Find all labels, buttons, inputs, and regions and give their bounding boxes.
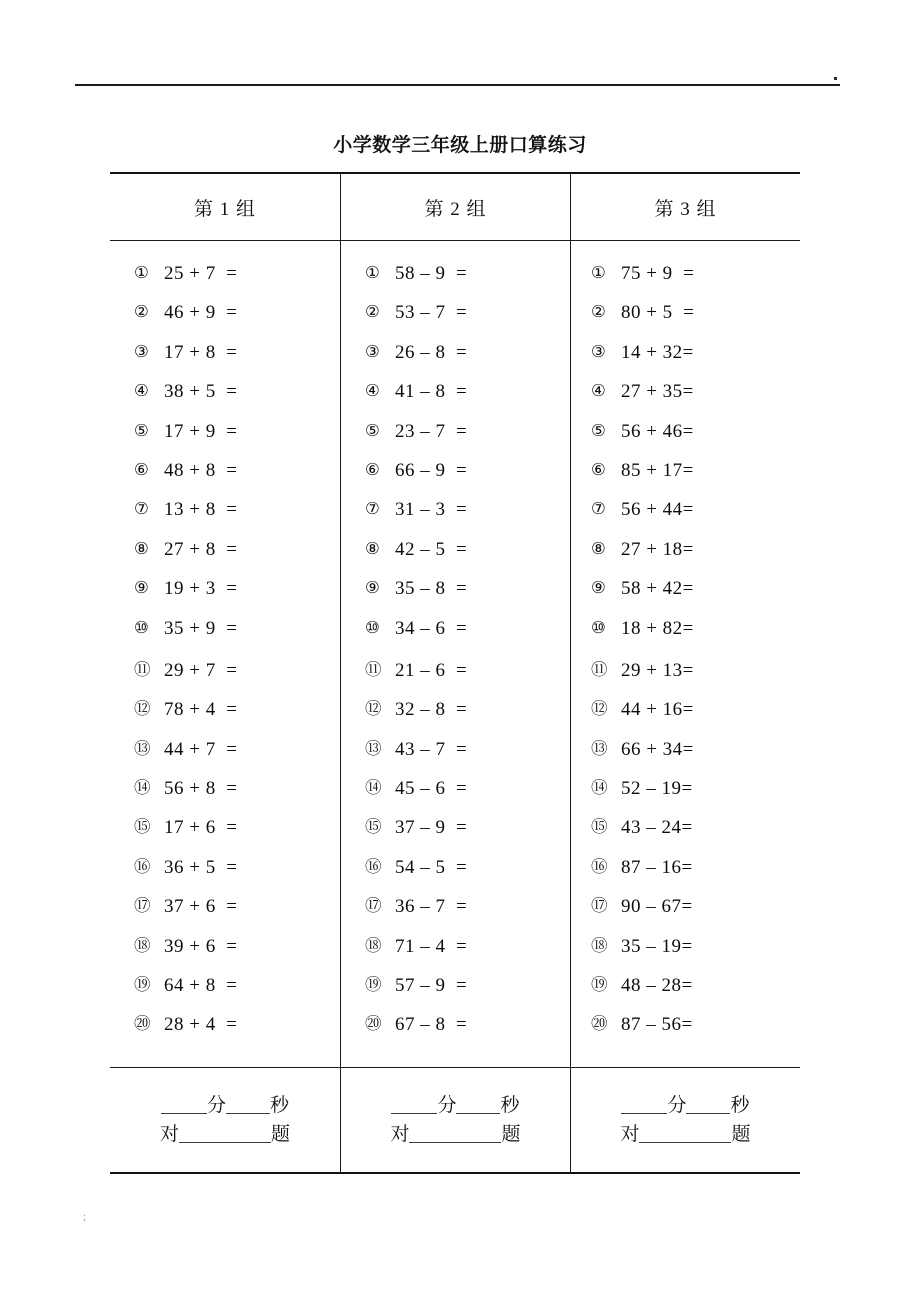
problem-index: ⑪ [364,659,381,679]
problem-index: ⑭ [134,778,150,798]
problem-index: ⑫ [364,699,381,719]
time-line-2 [341,1068,570,1119]
problem-index: ⑦ [364,499,380,519]
problem-expression: 54 – 5 = [394,856,468,878]
problem-expression: 37 – 9 = [394,817,468,839]
problem-item [571,1011,800,1050]
problem-index: ⑯ [590,856,607,876]
problem-item [110,893,340,932]
problem-index: ④ [134,381,149,401]
problem-expression: 27 + 35= [620,381,694,403]
problem-expression: 58 – 9 = [394,263,468,284]
problem-item [110,814,340,853]
group-label-2: 第 2 组 [424,199,487,220]
problem-item [341,893,570,932]
problem-expression: 48 – 28= [620,975,693,997]
problem-item [110,381,340,420]
problem-item [341,421,570,460]
problem-index: ⑱ [364,935,381,955]
problem-expression: 53 – 7 = [394,302,468,324]
problem-expression: 45 – 6 = [394,778,468,800]
problem-expression: 46 + 9 = [164,302,238,324]
problem-index: ⑰ [590,896,607,916]
problem-item [110,933,340,972]
problem-expression: 29 + 13= [620,659,694,681]
problem-expression: 25 + 7 = [164,263,238,284]
problem-item [110,263,340,302]
problem-item [341,618,570,657]
correct-line-3 [571,1119,800,1172]
problem-index: ③ [364,341,380,361]
problem-expression: 17 + 8 = [164,341,238,363]
problem-expression: 58 + 42= [620,578,694,600]
problem-column-1 [110,241,340,1067]
problem-item [110,736,340,775]
problem-index: ⑭ [364,778,381,798]
problem-expression: 87 – 56= [620,1014,693,1036]
problem-expression: 80 + 5 = [620,302,695,324]
seconds-unit: 秒 [730,1094,750,1116]
problem-list-1 [110,241,340,1067]
problem-expression: 36 + 5 = [164,856,238,878]
problem-index: ④ [364,381,380,401]
problem-index: ④ [590,381,606,401]
problem-index: ⑯ [364,856,381,876]
problem-index: ⑰ [364,896,381,916]
problem-item [341,302,570,341]
problem-index: ① [590,263,606,282]
problem-item [110,460,340,499]
problem-index: ⑰ [134,896,150,916]
group-label-1: 第 1 组 [193,199,256,220]
problem-index: ⑱ [590,935,607,955]
problem-index: ③ [590,341,606,361]
time-line-3 [571,1068,800,1119]
problem-item [571,696,800,735]
problem-list-3 [571,241,800,1067]
problem-expression: 52 – 19= [620,778,693,800]
problem-item [571,854,800,893]
problem-item [341,578,570,617]
seconds-blank[interactable] [456,1113,500,1114]
problem-index: ⑬ [590,738,607,758]
problem-expression: 29 + 7 = [164,659,238,681]
scan-speck-bottom: ; [83,1211,87,1223]
problem-expression: 13 + 8 = [164,499,238,521]
problem-expression: 43 – 24= [620,817,693,839]
problem-expression: 56 + 46= [620,420,694,442]
time-line-1 [110,1068,340,1119]
problem-expression: 34 – 6 = [394,617,468,639]
problem-index: ⑩ [134,617,149,637]
problem-index: ⑩ [364,617,380,637]
problem-expression: 35 – 8 = [394,578,468,600]
problem-expression: 90 – 67= [620,896,693,918]
table-body-row [110,241,800,1068]
problem-index: ⑨ [134,578,149,598]
group-label-3: 第 3 组 [654,199,717,220]
problem-index: ⑳ [364,1014,381,1034]
problem-item [571,342,800,381]
problem-index: ⑪ [590,659,607,679]
problem-expression: 56 + 44= [620,499,694,521]
correct-prefix: 对 [620,1123,640,1145]
score-cell-3 [570,1068,800,1172]
problem-item [110,302,340,341]
problem-expression: 66 – 9 = [394,459,468,481]
problem-item [571,460,800,499]
problem-index: ⑤ [134,420,149,440]
problem-item [571,499,800,538]
problem-expression: 28 + 4 = [164,1014,238,1036]
problem-expression: 36 – 7 = [394,896,468,918]
problem-index: ⑨ [590,578,606,598]
problem-index: ⑬ [134,738,150,758]
problem-expression: 64 + 8 = [164,975,238,997]
problem-item [110,972,340,1011]
problem-index: ⑪ [134,659,150,679]
problem-item [571,736,800,775]
seconds-blank[interactable] [686,1113,730,1114]
problem-expression: 18 + 82= [620,617,694,639]
problem-item [341,736,570,775]
correct-count-blank[interactable] [409,1142,501,1143]
problem-expression: 23 – 7 = [394,420,468,442]
minutes-unit: 分 [437,1094,457,1116]
problem-expression: 39 + 6 = [164,935,238,957]
minutes-blank[interactable] [391,1113,437,1114]
page-title: 小学数学三年级上册口算练习 [333,134,587,156]
score-cell-1 [110,1068,340,1172]
problem-index: ⑱ [134,935,150,955]
problem-expression: 17 + 6 = [164,817,238,839]
seconds-unit: 秒 [269,1094,289,1116]
problem-item [110,854,340,893]
problem-item [571,775,800,814]
problem-item [571,814,800,853]
problem-item [571,618,800,657]
score-cell-2 [340,1068,570,1172]
problem-item [110,578,340,617]
question-unit: 题 [731,1123,751,1145]
problem-column-2 [340,241,570,1067]
scan-speck-top [834,77,837,80]
problem-index: ⑧ [134,538,149,558]
problem-item [341,696,570,735]
problem-index: ① [134,263,149,282]
minutes-blank[interactable] [621,1113,667,1114]
problem-item [571,539,800,578]
problem-item [110,618,340,657]
problem-item [341,1011,570,1050]
problem-item [571,578,800,617]
problem-item [571,263,800,302]
problem-item [110,342,340,381]
column-header-cell-3 [570,174,800,240]
problem-expression: 43 – 7 = [394,738,468,760]
problem-expression: 71 – 4 = [394,935,468,957]
correct-count-blank[interactable] [179,1142,271,1143]
problem-index: ⑥ [364,459,380,479]
problem-index: ⑩ [590,617,606,637]
problem-index: ② [134,302,149,322]
problem-index: ⑧ [590,538,606,558]
table-footer-row [110,1068,800,1172]
problem-expression: 44 + 7 = [164,738,238,760]
problem-expression: 35 + 9 = [164,617,238,639]
problem-expression: 19 + 3 = [164,578,238,600]
correct-line-1 [110,1119,340,1172]
problem-item [571,972,800,1011]
problem-item [341,972,570,1011]
problem-item [571,421,800,460]
problem-index: ① [364,263,380,282]
problem-expression: 35 – 19= [620,935,693,957]
problem-expression: 31 – 3 = [394,499,468,521]
problem-column-3 [570,241,800,1067]
problem-index: ⑲ [134,975,150,995]
problem-expression: 75 + 9 = [620,263,695,284]
correct-prefix: 对 [390,1123,410,1145]
problem-index: ⑳ [590,1014,607,1034]
problem-index: ⑮ [590,817,607,837]
seconds-unit: 秒 [500,1094,520,1116]
problem-item [341,854,570,893]
problem-item [571,893,800,932]
column-header-cell-2 [340,174,570,240]
question-unit: 题 [270,1123,290,1145]
problem-item [110,1011,340,1050]
problem-index: ⑥ [134,459,149,479]
problem-index: ⑥ [590,459,606,479]
minutes-unit: 分 [206,1094,226,1116]
problem-expression: 57 – 9 = [394,975,468,997]
problem-index: ⑦ [134,499,149,519]
problem-index: ⑦ [590,499,606,519]
column-header-cell-1 [110,174,340,240]
problem-index: ⑳ [134,1014,150,1034]
problem-expression: 85 + 17= [620,459,694,481]
problem-index: ③ [134,341,149,361]
problem-expression: 27 + 18= [620,538,694,560]
problem-expression: 67 – 8 = [394,1014,468,1036]
problem-index: ⑮ [364,817,381,837]
minutes-blank[interactable] [161,1113,207,1114]
problem-expression: 14 + 32= [620,341,694,363]
correct-line-2 [341,1119,570,1172]
problem-index: ⑨ [364,578,380,598]
problem-expression: 56 + 8 = [164,778,238,800]
problem-expression: 32 – 8 = [394,699,468,721]
problem-item [341,460,570,499]
problem-item [110,421,340,460]
problem-item [571,381,800,420]
problem-index: ⑤ [590,420,606,440]
problem-index: ⑫ [134,699,150,719]
question-unit: 题 [501,1123,521,1145]
problem-item [110,775,340,814]
problem-index: ⑮ [134,817,150,837]
problem-expression: 42 – 5 = [394,538,468,560]
problem-item [110,696,340,735]
problem-index: ⑲ [364,975,381,995]
problem-item [341,933,570,972]
problem-expression: 37 + 6 = [164,896,238,918]
problem-expression: 17 + 9 = [164,420,238,442]
problem-expression: 38 + 5 = [164,381,238,403]
problem-index: ⑫ [590,699,607,719]
problem-item [110,657,340,696]
problem-expression: 27 + 8 = [164,538,238,560]
problem-index: ⑲ [590,975,607,995]
problem-item [571,933,800,972]
correct-prefix: 对 [159,1123,179,1145]
problem-item [341,381,570,420]
problem-index: ② [364,302,380,322]
problem-list-2 [341,241,570,1067]
page-header-rule [75,84,840,86]
problem-index: ⑭ [590,778,607,798]
problem-item [341,775,570,814]
problem-item [341,539,570,578]
problem-item [341,342,570,381]
problem-expression: 78 + 4 = [164,699,238,721]
problem-item [571,302,800,341]
seconds-blank[interactable] [226,1113,270,1114]
problem-item [571,657,800,696]
problem-index: ⑤ [364,420,380,440]
problem-expression: 44 + 16= [620,699,694,721]
problem-expression: 21 – 6 = [394,659,468,681]
worksheet-table [110,172,800,1174]
problem-item [110,539,340,578]
problem-item [341,499,570,538]
problem-expression: 87 – 16= [620,856,693,878]
problem-index: ⑧ [364,538,380,558]
problem-expression: 41 – 8 = [394,381,468,403]
minutes-unit: 分 [667,1094,687,1116]
problem-item [341,657,570,696]
problem-expression: 48 + 8 = [164,459,238,481]
problem-item [110,499,340,538]
problem-expression: 26 – 8 = [394,341,468,363]
problem-item [341,814,570,853]
table-header-row [110,174,800,241]
problem-index: ⑬ [364,738,381,758]
correct-count-blank[interactable] [639,1142,731,1143]
problem-expression: 66 + 34= [620,738,694,760]
problem-item [341,263,570,302]
problem-index: ⑯ [134,856,150,876]
problem-index: ② [590,302,606,322]
